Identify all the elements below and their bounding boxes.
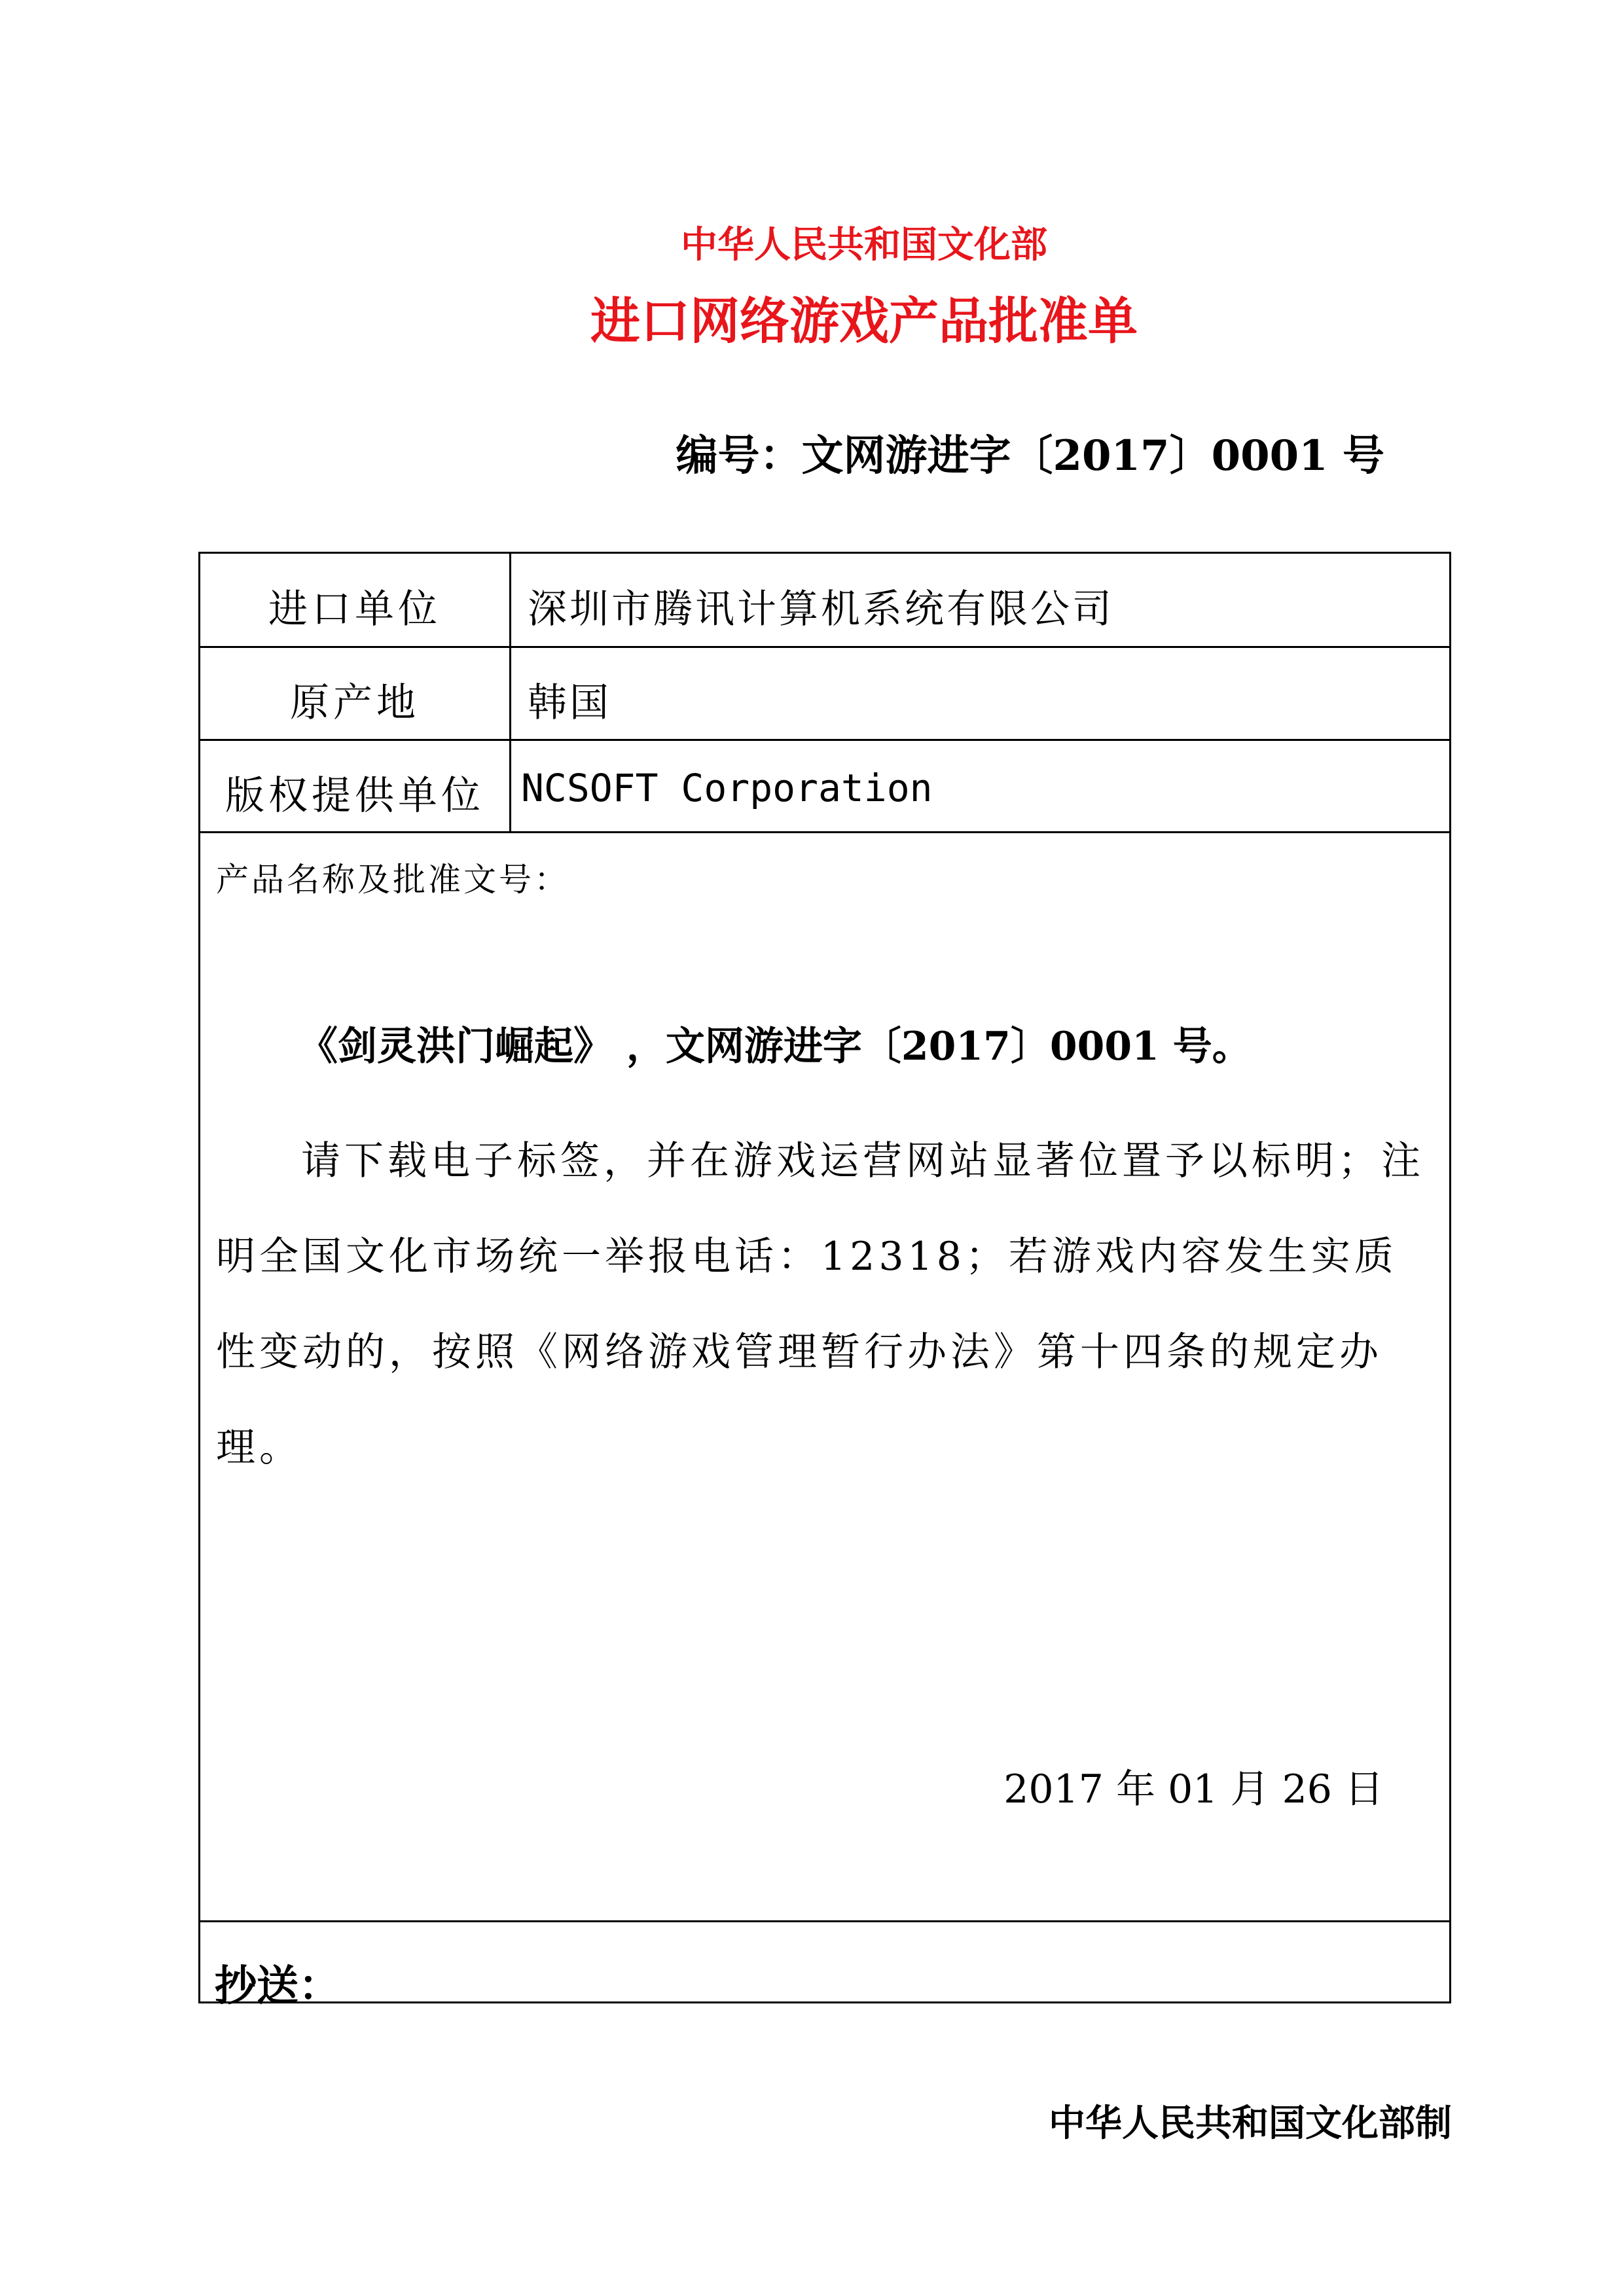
issuer-heading: 中华人民共和国文化部 — [681, 223, 1047, 266]
document-title: 进口网络游戏产品批准单 — [590, 292, 1138, 350]
importer-value: 深圳市腾讯计算机系统有限公司 — [528, 586, 1114, 632]
document-number — [676, 422, 1384, 482]
origin-value: 韩国 — [528, 680, 611, 726]
approval-form-table — [198, 552, 1451, 2011]
product-approval-line: 《剑灵洪门崛起》 ，文网游进字〔2017〕0001 号。 — [298, 1024, 1252, 1069]
notice-paragraph: 请下载电子标签，并在游戏运营网站显著位置予以标明；注明全国文化市场统一举报电话：12318；若游戏内容发生实质性变动的，按照《网络游戏管理暂行办法》第十四条的规定办理。 — [216, 1138, 1424, 1471]
column-divider — [509, 554, 511, 831]
row-divider — [200, 739, 1449, 741]
product-section-label: 产品名称及批准文号： — [216, 861, 569, 899]
row-divider — [200, 1920, 1449, 1922]
document-number-label: 编号： — [676, 431, 802, 480]
copyright-holder-label: 版权提供单位 — [225, 773, 484, 819]
document-number-value: 文网游进字〔2017〕0001 号 — [801, 431, 1384, 480]
importer-label: 进口单位 — [268, 586, 441, 632]
copyright-holder-value: NCSOFT Corporation — [521, 766, 933, 810]
row-divider — [200, 831, 1449, 833]
row-divider — [200, 646, 1449, 648]
origin-label: 原产地 — [290, 680, 420, 726]
cc-label: 抄送： — [215, 1962, 340, 2011]
approval-date: 2017 年 01 月 26 日 — [1003, 1767, 1384, 1812]
footer-issuer: 中华人民共和国文化部制 — [1049, 2102, 1452, 2145]
